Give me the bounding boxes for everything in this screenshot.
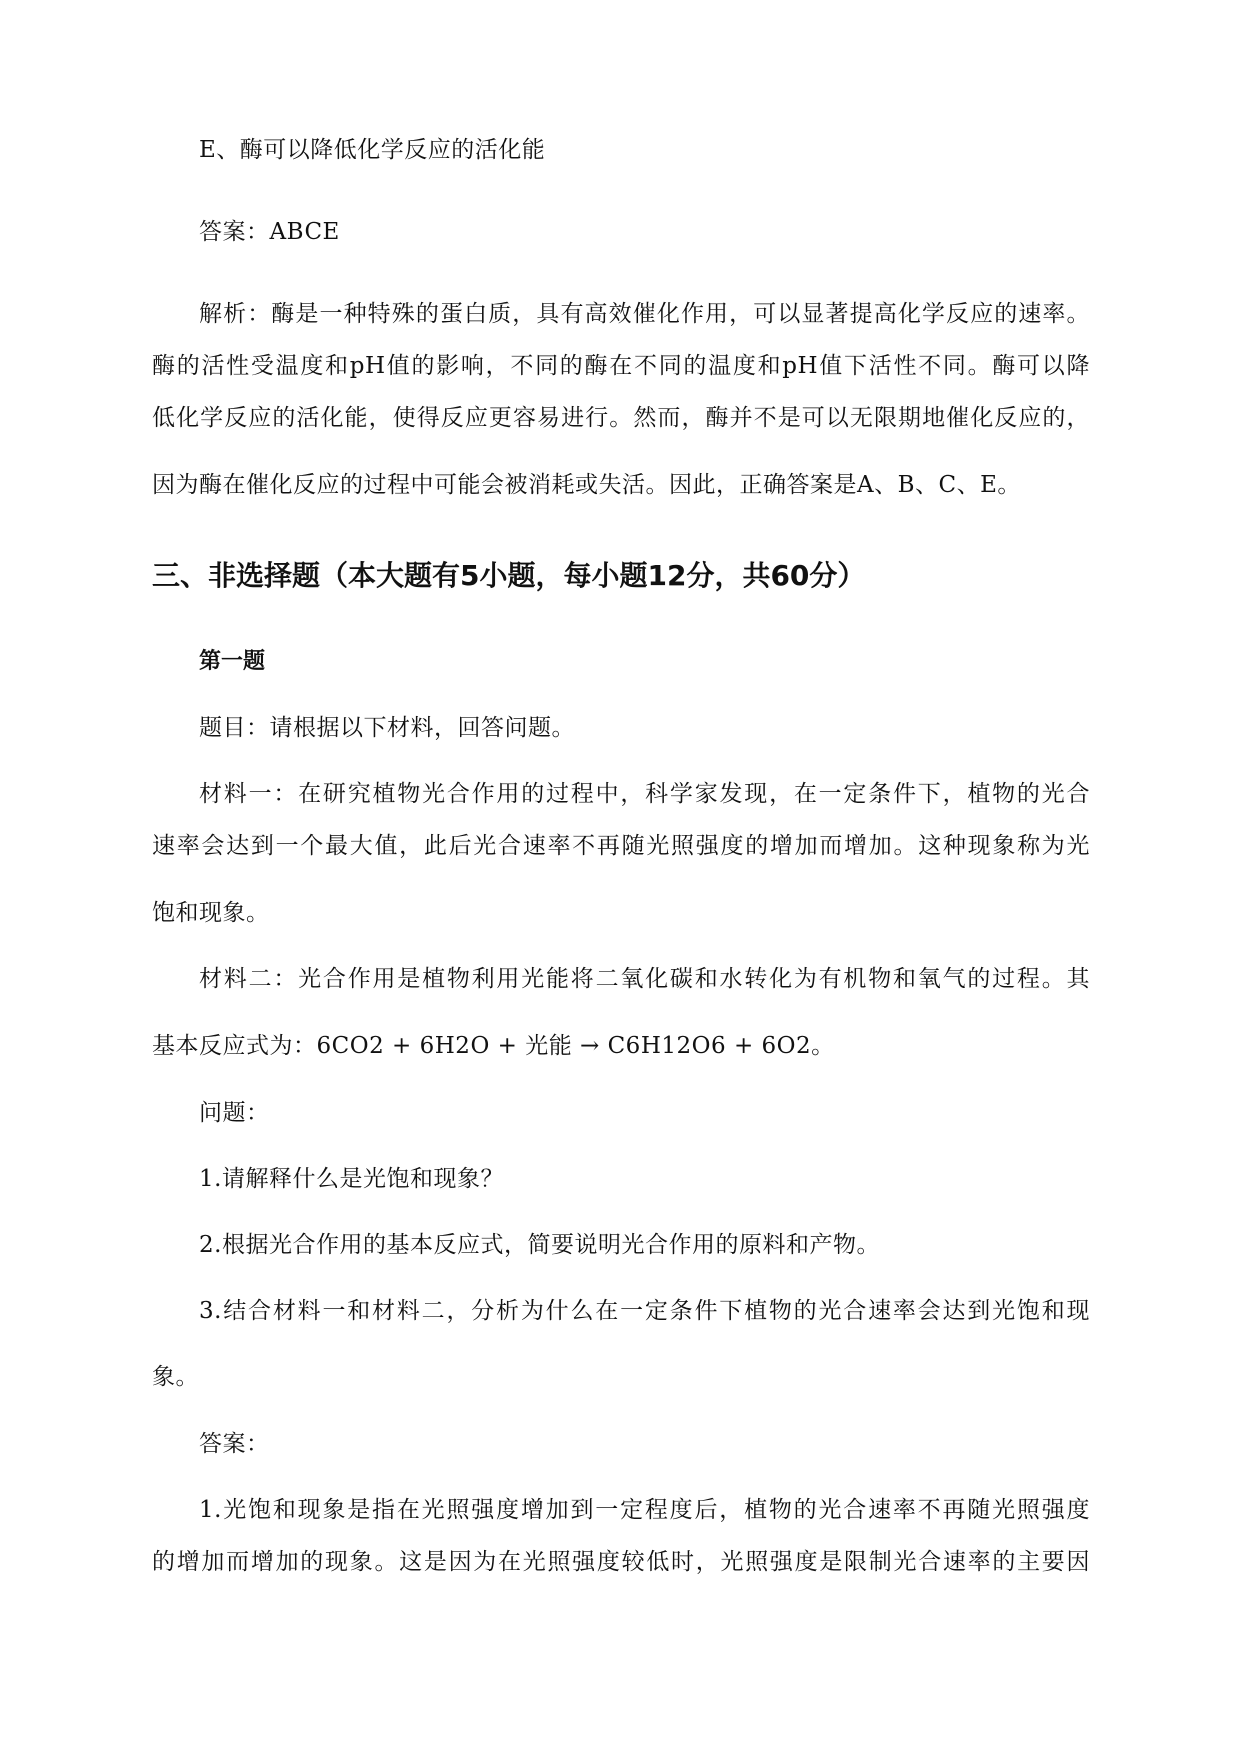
answer-1-line: 的增加而增加的现象。这是因为在光照强度较低时，光照强度是限制光合速率的主要因 [152,1549,1090,1575]
material-two-line: 基本反应式为：6CO2 + 6H2O + 光能 → C6H12O6 + 6O2。 [152,1033,835,1059]
analysis-line: 因为酶在催化反应的过程中可能会被消耗或失活。因此，正确答案是A、B、C、E。 [152,472,1021,498]
answer-text: 答案：ABCE [199,219,340,245]
answer-1-line: 1.光饱和现象是指在光照强度增加到一定程度后，植物的光合速率不再随光照强度 [199,1497,1090,1523]
material-one-line: 速率会达到一个最大值，此后光合速率不再随光照强度的增加而增加。这种现象称为光 [152,833,1090,859]
analysis-line: 解析：酶是一种特殊的蛋白质，具有高效催化作用，可以显著提高化学反应的速率。 [199,301,1090,327]
questions-label: 问题： [199,1100,270,1126]
question-title: 第一题 [199,649,266,674]
question-1: 1.请解释什么是光饱和现象？ [199,1166,504,1192]
material-one-line: 饱和现象。 [152,900,270,926]
material-one-line: 材料一：在研究植物光合作用的过程中，科学家发现，在一定条件下，植物的光合 [199,781,1090,807]
option-e: E、酶可以降低化学反应的活化能 [199,137,546,163]
question-3-line: 象。 [152,1364,199,1390]
question-prompt: 题目：请根据以下材料，回答问题。 [199,715,575,741]
question-2: 2.根据光合作用的基本反应式，简要说明光合作用的原料和产物。 [199,1232,880,1258]
material-two-line: 材料二：光合作用是植物利用光能将二氧化碳和水转化为有机物和氧气的过程。其 [199,966,1090,992]
answer-label: 答案： [199,1431,270,1457]
section-heading: 三、非选择题（本大题有5小题，每小题12分，共60分） [152,559,866,592]
analysis-line: 低化学反应的活化能，使得反应更容易进行。然而，酶并不是可以无限期地催化反应的， [152,405,1090,431]
analysis-line: 酶的活性受温度和pH值的影响，不同的酶在不同的温度和pH值下活性不同。酶可以降 [152,353,1090,379]
question-3-line: 3.结合材料一和材料二，分析为什么在一定条件下植物的光合速率会达到光饱和现 [199,1298,1090,1324]
